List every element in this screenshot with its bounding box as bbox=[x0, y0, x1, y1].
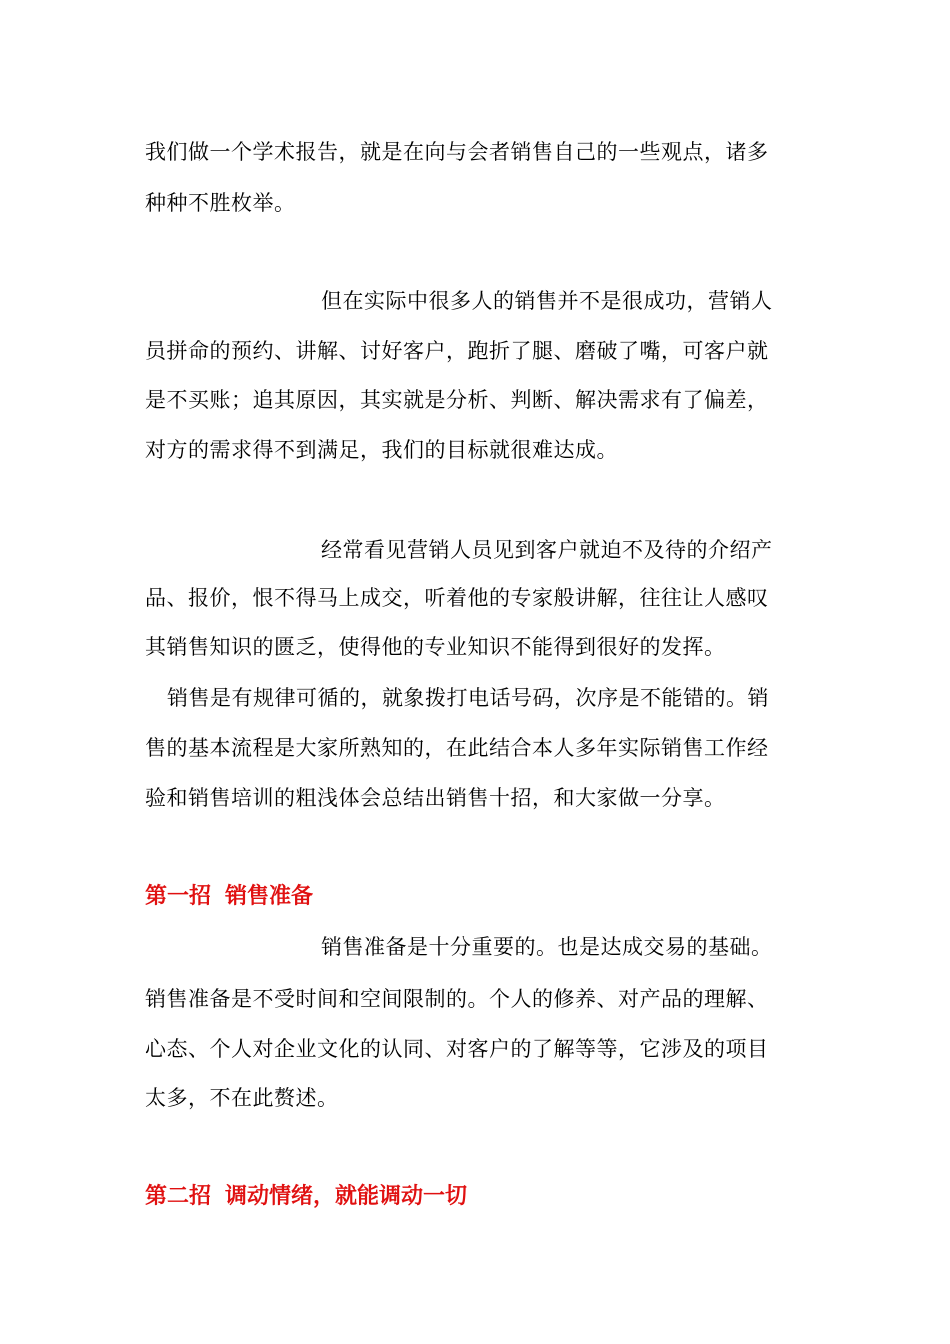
heading-number: 第二招 bbox=[145, 1184, 212, 1209]
heading-title: 销售准备 bbox=[225, 884, 314, 909]
text-line: 太多，不在此赘述。 bbox=[145, 1086, 339, 1110]
text-line: 种种不胜枚举。 bbox=[145, 191, 296, 215]
text-line: 对方的需求得不到满足，我们的目标就很难达成。 bbox=[145, 438, 618, 462]
section-heading-2 bbox=[145, 1183, 467, 1211]
text-line: 经常看见营销人员见到客户就迫不及待的介绍产 bbox=[321, 538, 773, 562]
heading-number: 第一招 bbox=[145, 884, 212, 909]
text-line: 员拼命的预约、讲解、讨好客户，跑折了腿、磨破了嘴，可客户就 bbox=[145, 339, 769, 363]
text-line: 其销售知识的匮乏，使得他的专业知识不能得到很好的发挥。 bbox=[145, 635, 726, 659]
text-line: 我们做一个学术报告，就是在向与会者销售自己的一些观点，诸多 bbox=[145, 140, 769, 164]
text-line: 心态、个人对企业文化的认同、对客户的了解等等，它涉及的项目 bbox=[145, 1037, 769, 1061]
section-heading-1 bbox=[145, 883, 313, 911]
text-line: 品、报价，恨不得马上成交，听着他的专家般讲解，往往让人感叹 bbox=[145, 586, 769, 610]
text-line: 销售准备是不受时间和空间限制的。个人的修养、对产品的理解、 bbox=[145, 987, 769, 1011]
text-line: 销售是有规律可循的，就象拨打电话号码，次序是不能错的。销 bbox=[167, 686, 769, 710]
heading-title: 调动情绪，就能调动一切 bbox=[225, 1184, 468, 1209]
text-line: 售的基本流程是大家所熟知的，在此结合本人多年实际销售工作经 bbox=[145, 736, 769, 760]
text-line: 验和销售培训的粗浅体会总结出销售十招，和大家做一分享。 bbox=[145, 786, 726, 810]
text-line: 是不买账；追其原因，其实就是分析、判断、解决需求有了偏差， bbox=[145, 388, 769, 412]
text-line: 但在实际中很多人的销售并不是很成功，营销人 bbox=[321, 289, 773, 313]
text-line: 销售准备是十分重要的。也是达成交易的基础。 bbox=[321, 935, 773, 959]
